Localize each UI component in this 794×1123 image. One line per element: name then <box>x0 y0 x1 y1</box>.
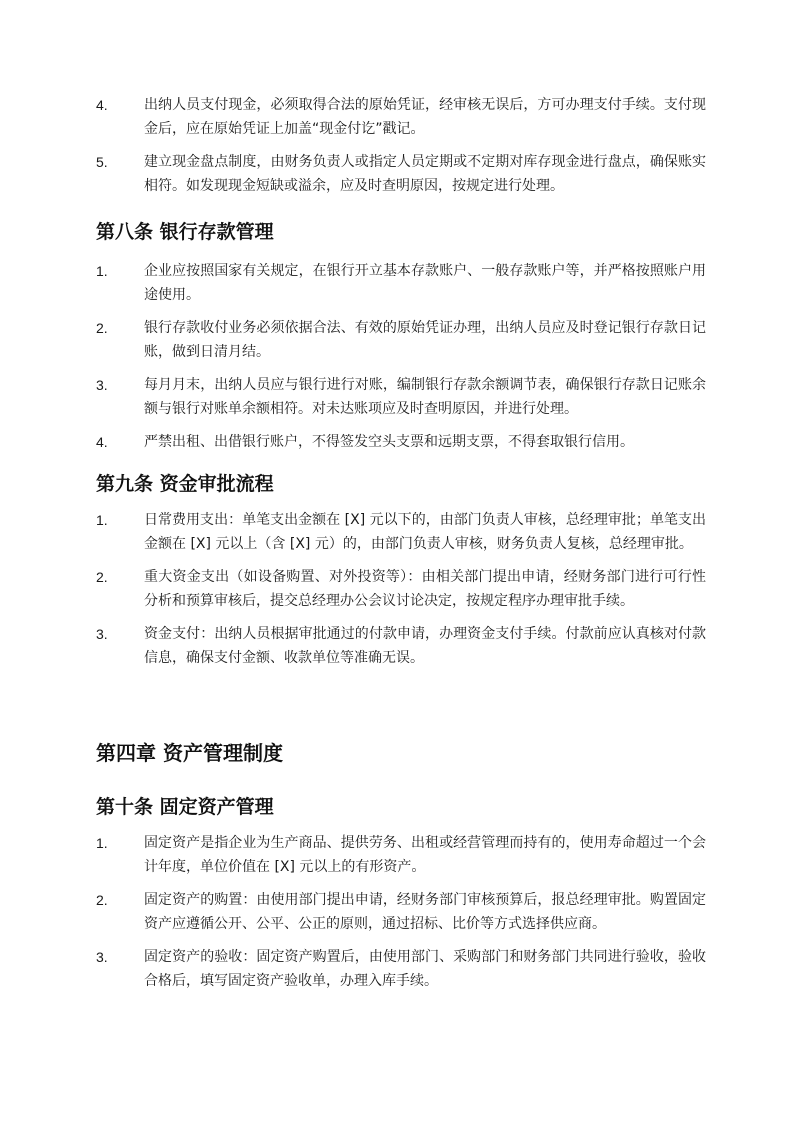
list-item-number: 2. <box>96 892 108 908</box>
list-item-number: 1. <box>96 835 108 851</box>
list-item-text: 每月月末，出纳人员应与银行进行对账，编制银行存款余额调节表，确保银行存款日记账余额与银行对账单余额相符。对未达账项应及时查明原因，并进行处理。 <box>144 377 706 417</box>
list-item <box>96 565 706 613</box>
list-item-text: 日常费用支出：单笔支出金额在 [X] 元以下的，由部门负责人审核，总经理审批；单笔支出金额在 [X] 元以上（含 [X] 元）的，由部门负责人审核，财务负责人复核，总经理审批。 <box>144 512 706 552</box>
list-item-text: 重大资金支出（如设备购置、对外投资等）：由相关部门提出申请，经财务部门进行可行性分析和预算审核后，提交总经理办公会议讨论决定，按规定程序办理审批手续。 <box>144 569 706 609</box>
list-item-text: 资金支付：出纳人员根据审批通过的付款申请，办理资金支付手续。付款前应认真核对付款信息，确保支付金额、收款单位等准确无误。 <box>144 626 706 666</box>
list-item-text: 银行存款收付业务必须依据合法、有效的原始凭证办理，出纳人员应及时登记银行存款日记账，做到日清月结。 <box>144 320 706 360</box>
list-item-number: 2. <box>96 320 108 336</box>
list-item-text: 出纳人员支付现金，必须取得合法的原始凭证，经审核无误后，方可办理支付手续。支付现金后，应在原始凭证上加盖“现金付讫”戳记。 <box>144 97 706 137</box>
list-item-number: 3. <box>96 949 108 965</box>
list-item-number: 1. <box>96 263 108 279</box>
list-item-number: 3. <box>96 626 108 642</box>
list-item <box>96 888 706 936</box>
list-item <box>96 316 706 364</box>
list-item-number: 1. <box>96 512 108 528</box>
chapter-4-heading: 第四章 资产管理制度 <box>96 741 283 765</box>
list-item-text: 建立现金盘点制度，由财务负责人或指定人员定期或不定期对库存现金进行盘点，确保账实相符。如发现现金短缺或溢余，应及时查明原因，按规定进行处理。 <box>144 154 706 194</box>
list-item <box>96 373 706 421</box>
list-item-text: 企业应按照国家有关规定，在银行开立基本存款账户、一般存款账户等，并严格按照账户用途使用。 <box>144 263 706 303</box>
article-9-heading: 第九条 资金审批流程 <box>96 473 274 495</box>
list-item <box>96 508 706 556</box>
list-item <box>96 150 706 198</box>
list-item <box>96 430 706 454</box>
article-8-heading: 第八条 银行存款管理 <box>96 221 274 243</box>
list-item <box>96 259 706 307</box>
list-item <box>96 831 706 879</box>
fixed-asset-list <box>96 831 706 1002</box>
list-item-number: 3. <box>96 377 108 393</box>
list-item <box>96 93 706 141</box>
list-item-text: 固定资产的验收：固定资产购置后，由使用部门、采购部门和财务部门共同进行验收，验收合格后，填写固定资产验收单，办理入库手续。 <box>144 949 706 989</box>
cash-management-list <box>96 93 706 207</box>
list-item-text: 严禁出租、出借银行账户，不得签发空头支票和远期支票，不得套取银行信用。 <box>144 434 634 450</box>
list-item-number: 5. <box>96 154 108 170</box>
list-item-number: 4. <box>96 434 108 450</box>
list-item-text: 固定资产的购置：由使用部门提出申请，经财务部门审核预算后，报总经理审批。购置固定资产应遵循公开、公平、公正的原则，通过招标、比价等方式选择供应商。 <box>144 892 706 932</box>
fund-approval-list <box>96 508 706 679</box>
list-item <box>96 622 706 670</box>
list-item-number: 4. <box>96 97 108 113</box>
list-item-number: 2. <box>96 569 108 585</box>
article-10-heading: 第十条 固定资产管理 <box>96 796 274 818</box>
list-item-text: 固定资产是指企业为生产商品、提供劳务、出租或经营管理而持有的，使用寿命超过一个会计年度，单位价值在 [X] 元以上的有形资产。 <box>144 835 706 875</box>
list-item <box>96 945 706 993</box>
bank-deposit-list <box>96 259 706 463</box>
